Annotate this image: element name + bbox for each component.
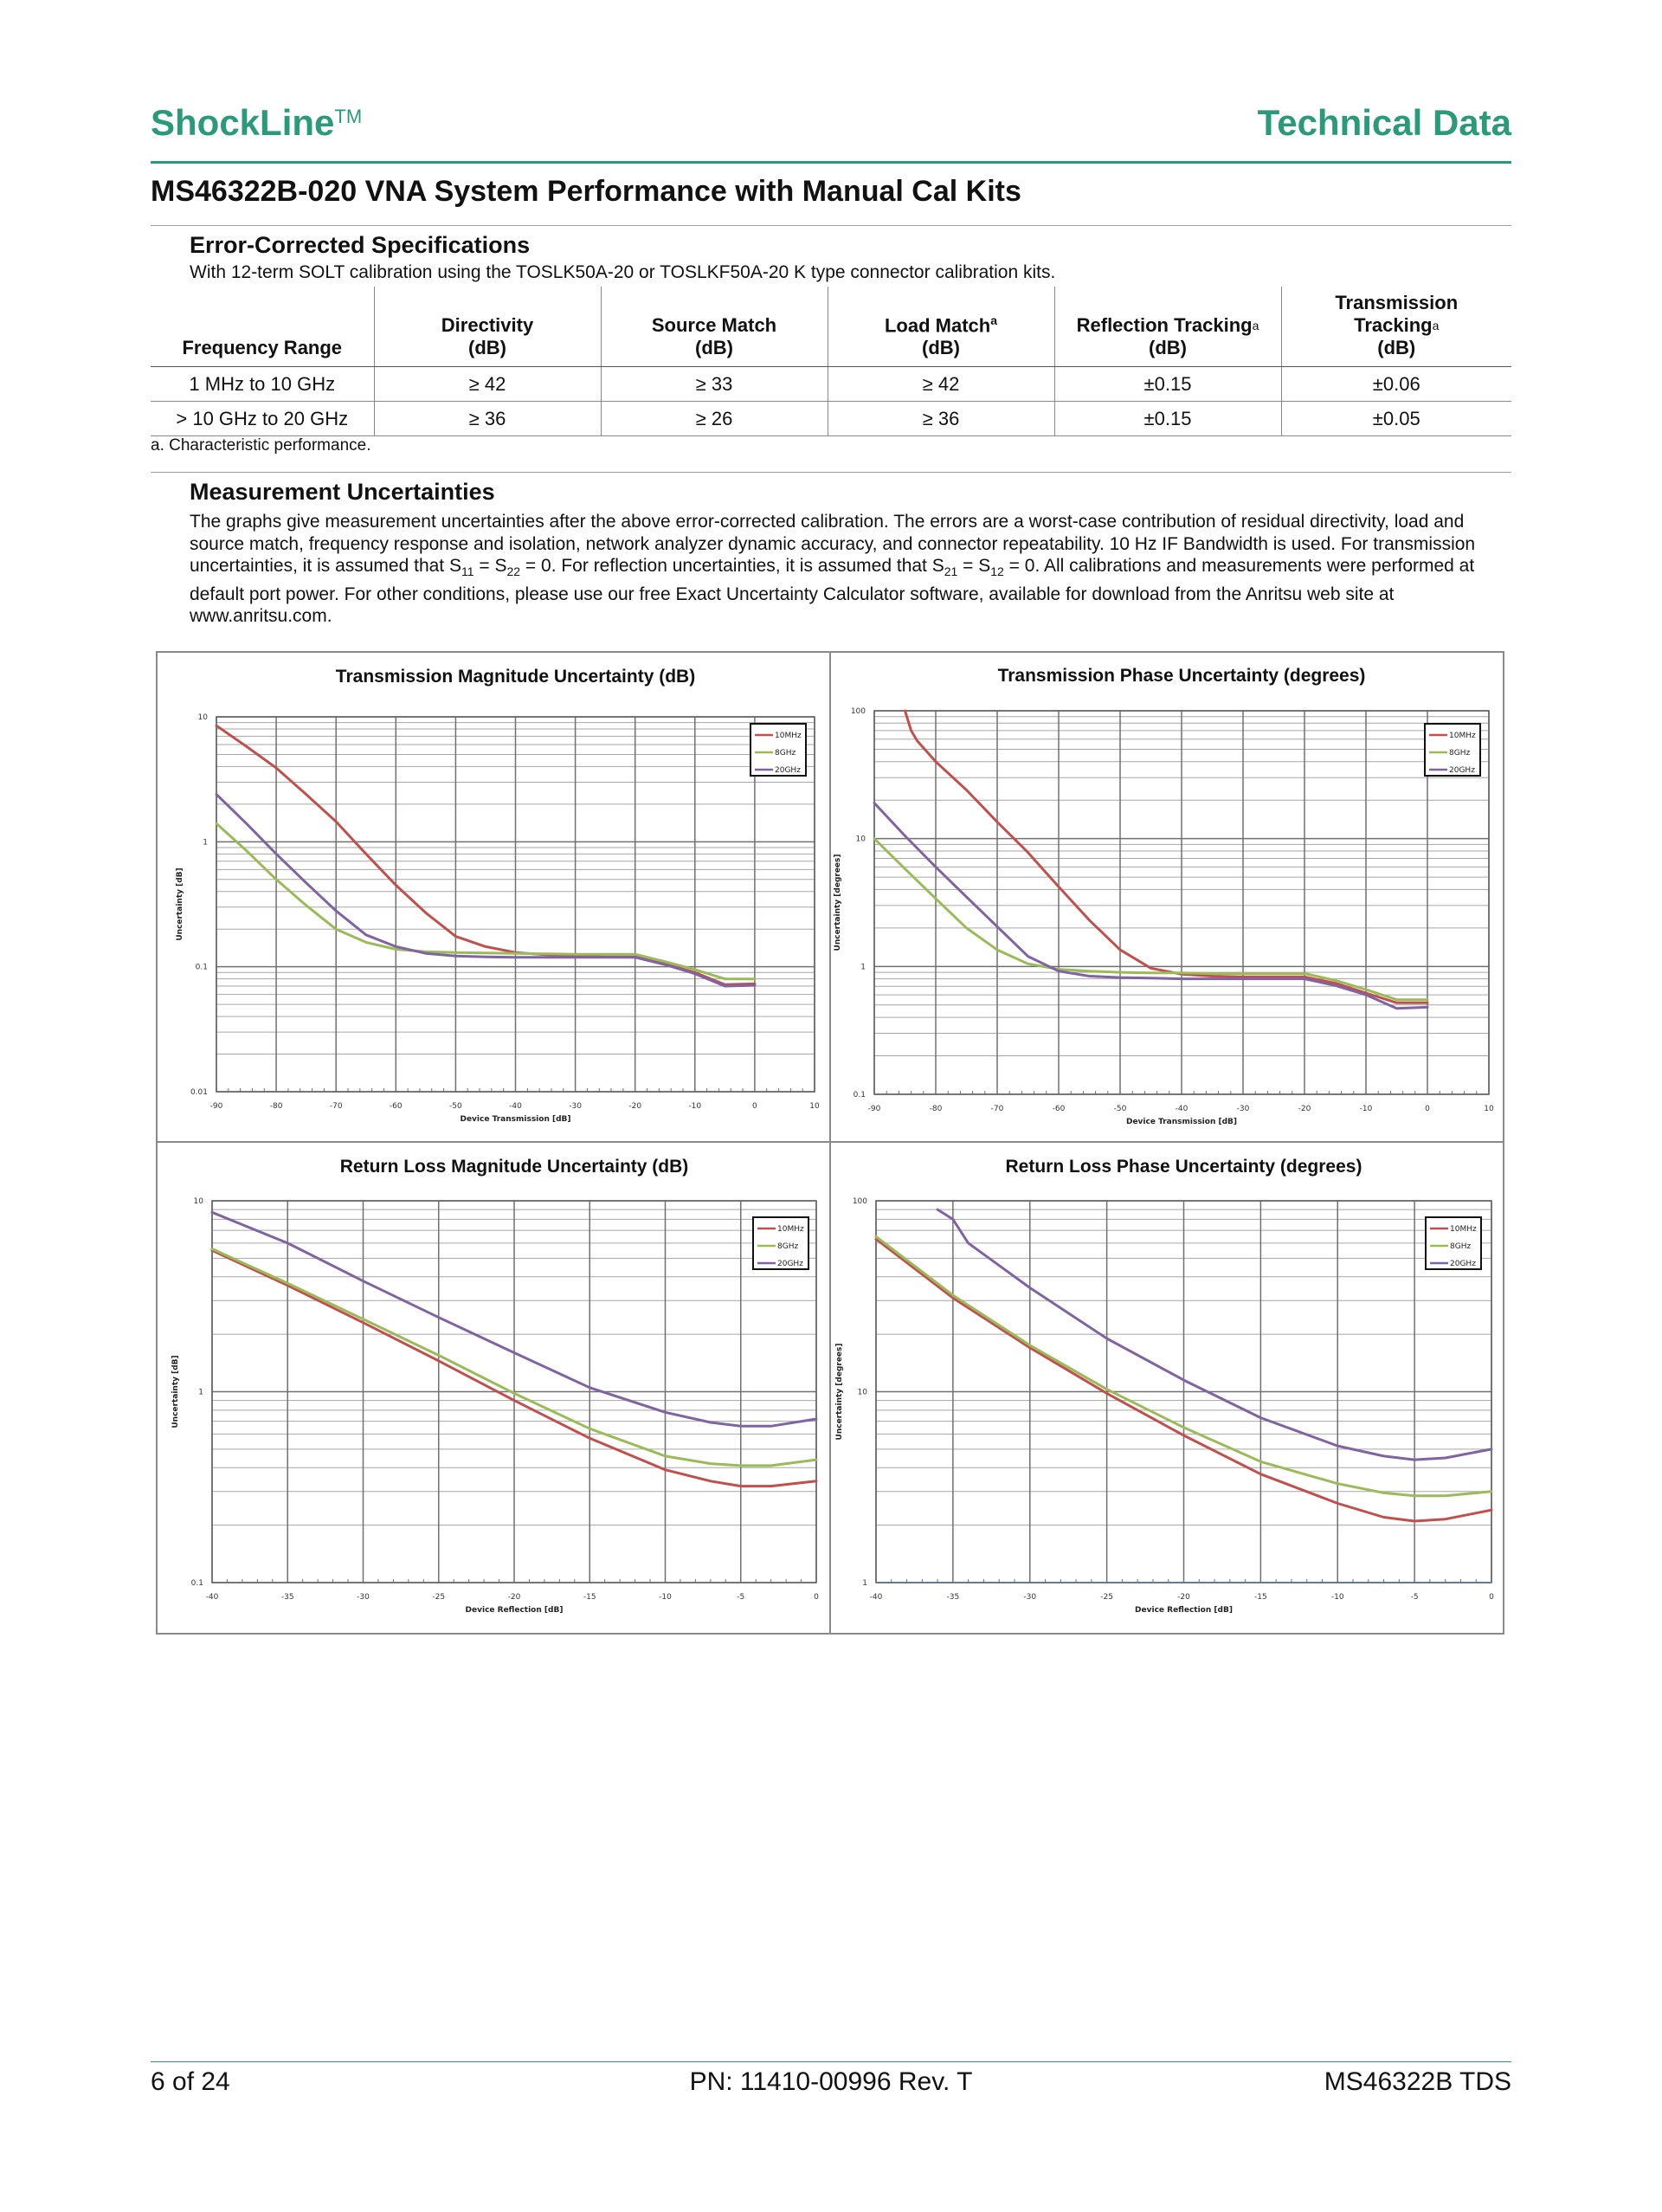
chart-return-loss-magnitude bbox=[158, 1143, 829, 1633]
x-tick-label: -10 bbox=[659, 1593, 672, 1602]
table-row bbox=[151, 367, 1511, 402]
footnote: a. Characteristic performance. bbox=[151, 436, 371, 455]
x-tick-label: -10 bbox=[688, 1102, 702, 1111]
col-directivity: Directivity (dB) bbox=[374, 287, 601, 367]
col-source-match: Source Match (dB) bbox=[601, 287, 828, 367]
y-tick-label: 10 bbox=[857, 1388, 867, 1397]
x-axis-label: Device Reflection [dB] bbox=[465, 1606, 564, 1615]
legend-label: 10MHz bbox=[777, 1225, 804, 1234]
chart-transmission-magnitude bbox=[158, 653, 829, 1141]
spec-table bbox=[151, 287, 1511, 436]
section-rule bbox=[151, 472, 1511, 473]
chart-title: Transmission Magnitude Uncertainty (dB) bbox=[335, 667, 696, 687]
table-cell: > 10 GHz to 20 GHz bbox=[151, 402, 374, 436]
x-tick-label: -30 bbox=[1236, 1105, 1250, 1113]
legend-label: 8GHz bbox=[775, 749, 796, 758]
y-tick-label: 100 bbox=[852, 1197, 867, 1206]
legend-label: 10MHz bbox=[1450, 1225, 1477, 1234]
x-axis-label: Device Reflection [dB] bbox=[1135, 1606, 1233, 1615]
x-tick-label: -15 bbox=[583, 1593, 596, 1602]
y-tick-label: 10 bbox=[197, 713, 208, 722]
x-tick-label: 0 bbox=[814, 1593, 819, 1602]
legend-label: 10MHz bbox=[775, 732, 802, 740]
x-tick-label: -25 bbox=[1100, 1593, 1113, 1602]
y-tick-label: 1 bbox=[862, 1579, 867, 1588]
x-axis-label: Device Transmission [dB] bbox=[460, 1115, 571, 1124]
table-cell: ≥ 26 bbox=[601, 402, 828, 436]
table-cell: ±0.05 bbox=[1281, 402, 1511, 436]
measurement-heading: Measurement Uncertainties bbox=[190, 479, 495, 505]
section-title: Technical Data bbox=[1257, 102, 1511, 143]
x-tick-label: -5 bbox=[737, 1593, 745, 1602]
x-tick-label: -20 bbox=[1298, 1105, 1311, 1113]
y-axis-label: Uncertainty [degrees] bbox=[834, 854, 842, 951]
x-tick-label: -20 bbox=[1177, 1593, 1190, 1602]
legend-label: 20GHz bbox=[777, 1260, 803, 1268]
legend-label: 20GHz bbox=[1450, 1260, 1476, 1268]
chart-title: Transmission Phase Uncertainty (degrees) bbox=[997, 666, 1366, 686]
x-tick-label: -90 bbox=[867, 1105, 881, 1113]
y-tick-label: 1 bbox=[203, 838, 208, 848]
table-cell: ≥ 42 bbox=[828, 367, 1054, 402]
table-cell: ≥ 36 bbox=[828, 402, 1054, 436]
x-tick-label: 0 bbox=[1489, 1593, 1494, 1602]
x-tick-label: -30 bbox=[357, 1593, 370, 1602]
footer-doc-id: MS46322B TDS bbox=[1324, 2067, 1511, 2096]
x-tick-label: -40 bbox=[205, 1593, 219, 1602]
table-cell: ±0.15 bbox=[1054, 402, 1281, 436]
y-axis-label: Uncertainty [degrees] bbox=[835, 1343, 844, 1441]
table-row bbox=[151, 402, 1511, 436]
table-cell: ≥ 36 bbox=[374, 402, 601, 436]
chart-return-loss-phase bbox=[831, 1143, 1503, 1633]
x-axis-label: Device Transmission [dB] bbox=[1125, 1118, 1238, 1126]
y-axis-label: Uncertainty [dB] bbox=[171, 1355, 180, 1428]
col-frequency-range: Frequency Range bbox=[151, 287, 374, 367]
y-tick-label: 0.1 bbox=[195, 963, 208, 972]
legend-label: 8GHz bbox=[1449, 749, 1471, 758]
x-tick-label: -70 bbox=[329, 1102, 343, 1111]
x-tick-label: -25 bbox=[432, 1593, 446, 1602]
x-tick-label: -60 bbox=[389, 1102, 403, 1111]
x-tick-label: 0 bbox=[1425, 1105, 1430, 1113]
y-tick-label: 10 bbox=[193, 1197, 203, 1206]
x-tick-label: -50 bbox=[1113, 1105, 1127, 1113]
table-cell: ±0.06 bbox=[1281, 367, 1511, 402]
title-rule bbox=[151, 225, 1511, 226]
legend-label: 8GHz bbox=[1450, 1242, 1472, 1251]
table-cell: ≥ 42 bbox=[374, 367, 601, 402]
col-transmission-tracking: Transmission Tracking$^a$ (dB) bbox=[1281, 287, 1511, 367]
x-tick-label: -80 bbox=[269, 1102, 283, 1111]
legend-label: 8GHz bbox=[777, 1242, 799, 1251]
x-tick-label: -40 bbox=[869, 1593, 883, 1602]
x-tick-label: -70 bbox=[990, 1105, 1004, 1113]
header-rule bbox=[151, 161, 1511, 164]
x-tick-label: 10 bbox=[809, 1102, 820, 1111]
x-tick-label: -20 bbox=[628, 1102, 642, 1111]
error-corrected-heading: Error-Corrected Specifications bbox=[190, 232, 531, 258]
y-tick-label: 100 bbox=[850, 707, 866, 716]
x-tick-label: -20 bbox=[507, 1593, 521, 1602]
footer-part-number: PN: 11410-00996 Rev. T bbox=[689, 2067, 973, 2096]
chart-title: Return Loss Phase Uncertainty (degrees) bbox=[1005, 1157, 1362, 1177]
table-cell: 1 MHz to 10 GHz bbox=[151, 367, 374, 402]
col-load-match: Load Match$^a$ (dB) bbox=[828, 287, 1054, 367]
measurement-description: The graphs give measurement uncertainties after the above error-corrected calibration. The errors are a worst-case contribution of residual directivity, load and source match, frequency response and isolation, network analyzer dynamic accuracy, and connector repeatability. 10 Hz IF Bandwidth is used. For transmission uncertainties, it is assumed that $S_{11} = S_{22} = 0$. For reflection uncertainties, it is assumed that $S_{21} = S_{12} = 0$. All calibrations and measurements were performed at default port power. For other conditions, please use our free Exact Uncertainty Calculator software, available for download from the Anritsu web site at www.anritsu.com. bbox=[190, 512, 1476, 627]
legend-label: 20GHz bbox=[1449, 766, 1475, 775]
legend-label: 20GHz bbox=[775, 766, 801, 775]
brand-title: ShockLine™ bbox=[151, 102, 363, 143]
x-tick-label: -30 bbox=[569, 1102, 582, 1111]
x-tick-label: -30 bbox=[1023, 1593, 1037, 1602]
page-title: MS46322B-020 VNA System Performance with Manual Cal Kits bbox=[151, 175, 1021, 208]
x-tick-label: -10 bbox=[1330, 1593, 1344, 1602]
x-tick-label: -40 bbox=[1175, 1105, 1189, 1113]
chart-title: Return Loss Magnitude Uncertainty (dB) bbox=[339, 1157, 689, 1177]
x-tick-label: -10 bbox=[1359, 1105, 1373, 1113]
y-tick-label: 10 bbox=[855, 835, 866, 844]
y-tick-label: 0.01 bbox=[190, 1088, 208, 1097]
x-tick-label: 10 bbox=[1484, 1105, 1494, 1113]
table-cell: ≥ 33 bbox=[601, 367, 828, 402]
y-axis-label: Uncertainty [dB] bbox=[176, 867, 184, 941]
footer-page-number: 6 of 24 bbox=[151, 2067, 230, 2096]
x-tick-label: -5 bbox=[1410, 1593, 1419, 1602]
x-tick-label: -50 bbox=[449, 1102, 462, 1111]
trademark-mark: TM bbox=[334, 106, 363, 127]
legend-label: 10MHz bbox=[1449, 732, 1476, 740]
x-tick-label: -40 bbox=[509, 1102, 522, 1111]
x-tick-label: -90 bbox=[209, 1102, 223, 1111]
y-tick-label: 1 bbox=[198, 1388, 203, 1397]
error-corrected-subtitle: With 12-term SOLT calibration using the TOSLK50A-20 or TOSLKF50A-20 K type connector calibration kits. bbox=[190, 262, 1056, 282]
footer-rule bbox=[151, 2061, 1511, 2062]
x-tick-label: -80 bbox=[929, 1105, 943, 1113]
x-tick-label: -35 bbox=[280, 1593, 294, 1602]
y-tick-label: 1 bbox=[860, 963, 866, 972]
chart-transmission-phase bbox=[831, 653, 1503, 1141]
spec-table-header-row bbox=[151, 287, 1511, 367]
col-reflection-tracking: Reflection Tracking$^a$ (dB) bbox=[1054, 287, 1281, 367]
x-tick-label: -35 bbox=[946, 1593, 960, 1602]
table-cell: ±0.15 bbox=[1054, 367, 1281, 402]
x-tick-label: -60 bbox=[1052, 1105, 1066, 1113]
y-tick-label: 0.1 bbox=[853, 1091, 866, 1100]
x-tick-label: 0 bbox=[752, 1102, 757, 1111]
y-tick-label: 0.1 bbox=[190, 1579, 203, 1588]
x-tick-label: -15 bbox=[1254, 1593, 1267, 1602]
